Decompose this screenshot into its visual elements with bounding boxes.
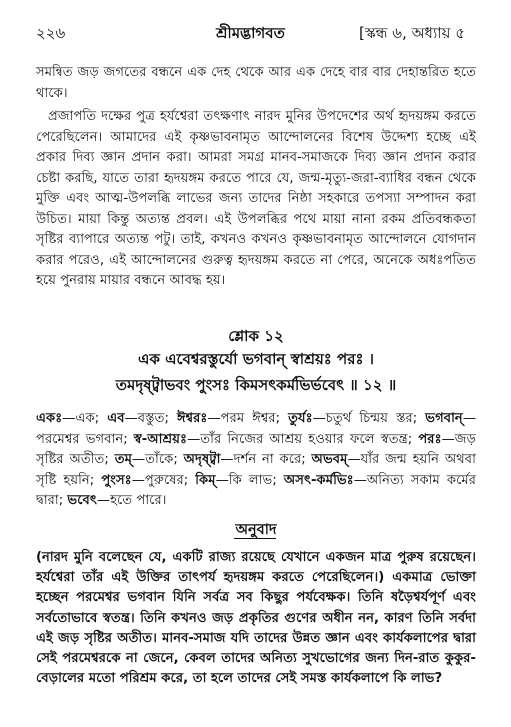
translation-text: (নারদ মুনি বলেছেন যে, একটি রাজ্য রয়েছে যেখানে একজন মাত্র পুরুষ রয়েছেন। হর্যশ্বেরা তাঁর এই উক্তির তাৎপর্য হৃদয়ঙ্গম করতে পেরেছিলেন।) একমাত্র ভোক্তা হচ্ছেন পরমেশ্বর ভগবান যিনি সর্বত্র সব কিছুর পর্যবেক্ষক। তিনি ষড়ৈশ্বর্যপূর্ণ এবং সর্বতোভাবে স্বতন্ত্র। তিনি কখনও জড় প্রকৃতির গুণের অধীন নন, কারণ তিনি সর্বদা এই জড় সৃষ্টির অতীত। মানব-সমাজ যদি তাদের উন্নত জ্ঞান এবং কার্যকলাপের দ্বারা সেই পরমেশ্বরকে না জেনে, কেবল তাদের অনিত্য সুখভোগের জন্য দিন-রাত কুকুর-বেড়ালের মতো পরিশ্রম করে, তা হলে তাদের সেই সমস্ত কার্যকলাপে কি লাভ?: [36, 550, 476, 687]
word-for-word-synonyms: [36, 409, 476, 512]
synonym-word: ঈশ্বরঃ: [177, 411, 208, 426]
synonym-word: ভগবান্: [425, 411, 463, 426]
book-title: শ্রীমদ্ভাগবত: [216, 24, 285, 42]
synonym-word: অসৎ-কর্মভিঃ: [283, 472, 354, 488]
synonym-meaning: —পরমেশ্বর ভগবান;: [36, 411, 476, 447]
verse-number-title: শ্লোক ১২: [228, 327, 284, 345]
synonym-word: ভবেৎ: [67, 493, 97, 508]
verse-line-2: তমদৃষ্ট্বাভবং পুংসঃ কিমসৎকর্মভির্ভবেৎ ॥ ১২ ॥: [115, 376, 397, 394]
synonym-entry: [101, 473, 195, 488]
synonym-meaning: —দর্শন না করে;: [220, 452, 312, 467]
synonym-entry: [195, 473, 284, 488]
synonym-word: স্ব-আশ্রয়ঃ: [133, 431, 188, 447]
synonym-meaning: —কি লাভ;: [215, 472, 284, 488]
synonym-entry: [288, 411, 425, 426]
synonym-meaning: —হতে পারে।: [96, 493, 167, 508]
synonym-word: কিম্: [195, 472, 216, 488]
synonym-word: একঃ: [36, 411, 63, 426]
verse-line-1: এক এবেশ্বরস্তুর্যো ভগবান্ স্বাশ্রয়ঃ পরঃ ।: [137, 350, 375, 368]
synonym-word: তম্: [114, 452, 132, 467]
translation-heading-underline: [234, 538, 276, 539]
synonym-word: তুর্যঃ: [288, 411, 313, 426]
synonym-word: এব: [107, 411, 125, 426]
synonym-meaning: —অনিত্য সকাম কর্মের দ্বারা;: [36, 472, 476, 508]
synonym-meaning: —তাঁকে;: [131, 452, 184, 467]
synonym-meaning: —বস্তুত;: [124, 411, 177, 426]
synonym-entry: [177, 411, 288, 426]
translation-heading: অনুবাদ: [235, 522, 277, 538]
synonym-word: পুংসঃ: [101, 472, 132, 488]
page-header: [36, 22, 465, 44]
synonym-meaning: —পরম ঈশ্বর;: [207, 411, 289, 426]
synonym-entry: [36, 411, 107, 426]
chapter-reference: [স্কন্ধ ৬, অধ্যায় ৫: [358, 24, 465, 42]
synonym-entry: [184, 452, 312, 467]
synonym-meaning: —পুরুষের;: [131, 472, 196, 488]
synonym-word: অদৃষ্ট্বা: [183, 452, 221, 467]
synonym-entry: [107, 411, 177, 426]
synonym-meaning: —চতুর্থ চিন্ময় স্তর;: [312, 411, 426, 426]
synonym-meaning: —এক;: [62, 411, 108, 426]
synonym-meaning: —জড় সৃষ্টির অতীত;: [36, 431, 477, 467]
purport-paragraph: প্রজাপতি দক্ষের পুত্র হর্যশ্বেরা তৎক্ষণাৎ নারদ মুনির উপদেশের অর্থ হৃদয়ঙ্গম করতে পেরেছিলেন। আমাদের এই কৃষ্ণভাবনামৃত আন্দোলনের বিশেষ উদ্দেশ্য হচ্ছে এই প্রকার দিব্য জ্ঞান প্রদান করা। আমরা সমগ্র মানব-সমাজকে দিব্য জ্ঞান প্রদান করার চেষ্টা করছি, যাতে তারা হৃদয়ঙ্গম করতে পারে যে, জন্ম-মৃত্যু-জরা-ব্যাধির বন্ধন থেকে মুক্তি এবং আত্ম-উপলব্ধি লাভের জন্য তাদের নিষ্ঠা সহকারে তপস্যা সম্পাদন করা উচিত। মায়া কিন্তু অত্যন্ত প্রবল। এই উপলব্ধির পথে মায়া নানা রকম প্রতিবন্ধকতা সৃষ্টির ব্যাপারে অত্যন্ত পটু। তাই, কখনও কখনও কৃষ্ণভাবনামৃত আন্দোলনে যোগদান করার পরেও, এই আন্দোলনের গুরুত্ব হৃদয়ঙ্গম করতে না পেরে, অনেকে অধঃপতিত হয়ে পুনরায় মায়ার বন্ধনে আবদ্ধ হয়।: [36, 109, 476, 288]
synonym-entry: [115, 452, 184, 467]
synonym-meaning: —যাঁর জন্ম হয়নি অথবা সৃষ্টি হয়নি;: [36, 452, 476, 488]
synonym-word: পরঃ: [418, 431, 442, 447]
synonym-entry: [134, 432, 419, 447]
synonym-word: অভবম্: [311, 452, 348, 467]
purport-paragraph-continued: সমন্বিত জড় জগতের বন্ধনে এক দেহ থেকে আর এক দেহে বার বার দেহান্তরিত হতে থাকে।: [36, 65, 476, 101]
synonym-entry: [67, 493, 166, 508]
page-number: ২২৬: [36, 24, 66, 42]
synonym-meaning: —তাঁর নিজের আশ্রয় হওয়ার ফলে স্বতন্ত্র;: [187, 431, 419, 447]
